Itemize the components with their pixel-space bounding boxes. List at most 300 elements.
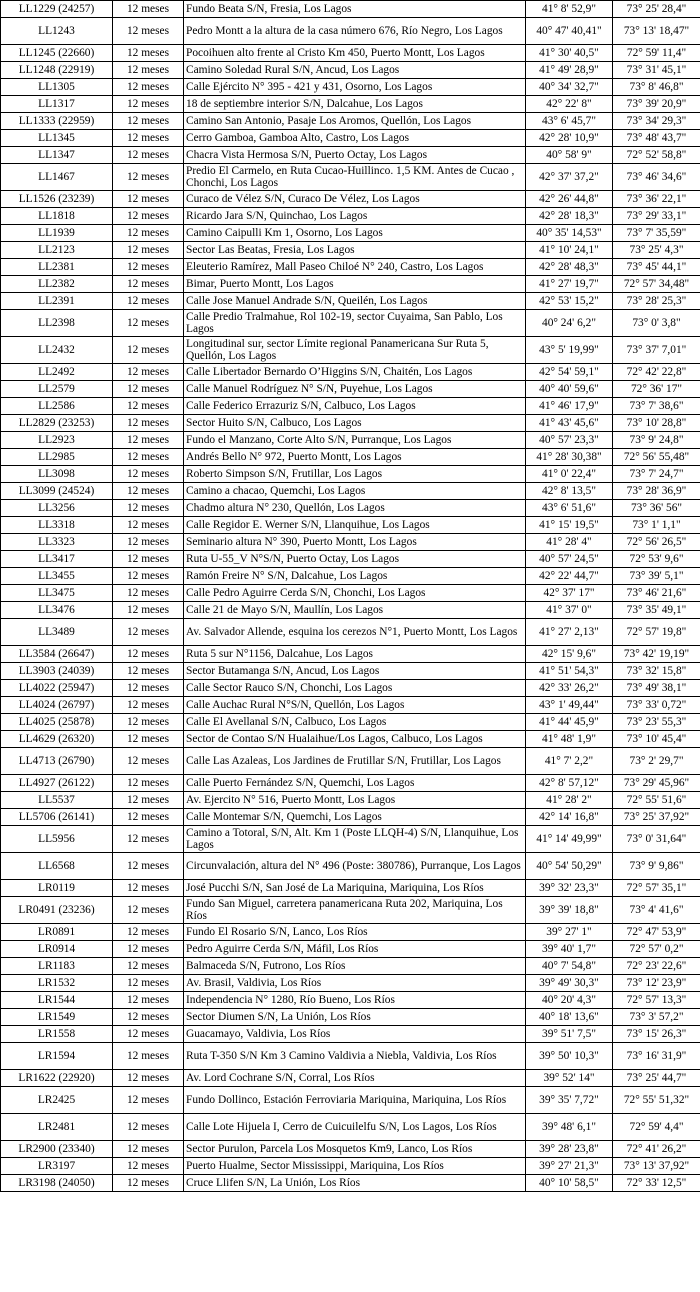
lease-period-cell: 12 meses [113,62,184,79]
site-address-cell: Calle Jose Manuel Andrade S/N, Queilén, Los Lagos [184,293,526,310]
site-code-cell: LL3475 [1,585,113,602]
site-code-cell: LL3417 [1,551,113,568]
site-code-cell: LL3323 [1,534,113,551]
table-row [1,534,700,551]
longitude-cell: 72° 57' 34,48" [613,276,700,293]
longitude-cell: 73° 7' 38,6" [613,398,700,415]
lease-period-cell: 12 meses [113,242,184,259]
site-code-cell: LL1305 [1,79,113,96]
lease-period-cell: 12 meses [113,259,184,276]
lease-period-cell: 12 meses [113,1026,184,1043]
site-code-cell: LL3318 [1,517,113,534]
site-address-cell: Calle El Avellanal S/N, Calbuco, Los Lagos [184,714,526,731]
table-row [1,1175,700,1192]
latitude-cell: 41° 46' 17,9" [526,398,613,415]
latitude-cell: 42° 28' 10,9" [526,130,613,147]
lease-period-cell: 12 meses [113,1114,184,1141]
latitude-cell: 39° 50' 10,3" [526,1043,613,1070]
site-address-cell: Sector Las Beatas, Fresia, Los Lagos [184,242,526,259]
site-address-cell: Pocoihuen alto frente al Cristo Km 450, Puerto Montt, Los Lagos [184,45,526,62]
latitude-cell: 42° 37' 37,2" [526,164,613,191]
table-row [1,483,700,500]
longitude-cell: 73° 25' 44,7" [613,1070,700,1087]
latitude-cell: 42° 8' 13,5" [526,483,613,500]
site-code-cell: LL1243 [1,18,113,45]
site-code-cell: LL3584 (26647) [1,646,113,663]
latitude-cell: 41° 7' 2,2" [526,748,613,775]
latitude-cell: 41° 8' 52,9" [526,1,613,18]
site-code-cell: LR0891 [1,924,113,941]
table-row [1,1009,700,1026]
latitude-cell: 42° 22' 8" [526,96,613,113]
latitude-cell: 42° 53' 15,2" [526,293,613,310]
site-address-cell: Ramón Freire N° S/N, Dalcahue, Los Lagos [184,568,526,585]
latitude-cell: 41° 28' 30,38" [526,449,613,466]
table-row [1,45,700,62]
latitude-cell: 39° 27' 21,3" [526,1158,613,1175]
site-address-cell: Eleuterio Ramírez, Mall Paseo Chiloé N° 240, Castro, Los Lagos [184,259,526,276]
longitude-cell: 73° 42' 19,19" [613,646,700,663]
lease-period-cell: 12 meses [113,1,184,18]
longitude-cell: 73° 36' 56" [613,500,700,517]
table-row [1,619,700,646]
site-code-cell: LR2900 (23340) [1,1141,113,1158]
longitude-cell: 73° 29' 33,1" [613,208,700,225]
lease-period-cell: 12 meses [113,958,184,975]
lease-period-cell: 12 meses [113,225,184,242]
site-address-cell: Predio El Carmelo, en Ruta Cucao-Huillinco. 1,5 KM. Antes de Cucao , Chonchi, Los Lagos [184,164,526,191]
lease-period-cell: 12 meses [113,1043,184,1070]
site-address-cell: Pedro Montt a la altura de la casa número 676, Río Negro, Los Lagos [184,18,526,45]
site-code-cell: LL4022 (25947) [1,680,113,697]
site-code-cell: LL3489 [1,619,113,646]
longitude-cell: 72° 41' 26,2" [613,1141,700,1158]
table-row [1,259,700,276]
latitude-cell: 41° 28' 2" [526,792,613,809]
lease-period-cell: 12 meses [113,449,184,466]
latitude-cell: 42° 28' 18,3" [526,208,613,225]
lease-period-cell: 12 meses [113,680,184,697]
longitude-cell: 73° 16' 31,9" [613,1043,700,1070]
site-address-cell: Pedro Aguirre Cerda S/N, Máfil, Los Ríos [184,941,526,958]
table-row [1,500,700,517]
latitude-cell: 42° 14' 16,8" [526,809,613,826]
lease-period-cell: 12 meses [113,941,184,958]
site-code-cell: LL3099 (24524) [1,483,113,500]
longitude-cell: 72° 59' 4,4" [613,1114,700,1141]
lease-period-cell: 12 meses [113,500,184,517]
site-code-cell: LR0491 (23236) [1,897,113,924]
site-code-cell: LL1345 [1,130,113,147]
longitude-cell: 73° 9' 9,86" [613,853,700,880]
longitude-cell: 73° 46' 21,6" [613,585,700,602]
site-address-cell: Calle 21 de Mayo S/N, Maullín, Los Lagos [184,602,526,619]
lease-period-cell: 12 meses [113,208,184,225]
latitude-cell: 43° 6' 45,7" [526,113,613,130]
site-code-cell: LR1544 [1,992,113,1009]
table-row [1,941,700,958]
site-address-cell: Sector de Contao S/N Hualaihue/Los Lagos, Calbuco, Los Lagos [184,731,526,748]
table-row [1,1114,700,1141]
site-code-cell: LR0914 [1,941,113,958]
site-code-cell: LL4713 (26790) [1,748,113,775]
latitude-cell: 43° 6' 51,6" [526,500,613,517]
lease-period-cell: 12 meses [113,880,184,897]
site-code-cell: LR3197 [1,1158,113,1175]
latitude-cell: 41° 27' 2,13" [526,619,613,646]
table-row [1,1070,700,1087]
site-code-cell: LL4629 (26320) [1,731,113,748]
longitude-cell: 72° 52' 58,8" [613,147,700,164]
site-address-cell: Calle Predio Tralmahue, Rol 102-19, sector Cuyaima, San Pablo, Los Lagos [184,310,526,337]
site-code-cell: LL2923 [1,432,113,449]
site-code-cell: LL2381 [1,259,113,276]
lease-period-cell: 12 meses [113,731,184,748]
latitude-cell: 41° 27' 19,7" [526,276,613,293]
longitude-cell: 73° 0' 31,64" [613,826,700,853]
longitude-cell: 73° 33' 0,72" [613,697,700,714]
latitude-cell: 42° 8' 57,12" [526,775,613,792]
latitude-cell: 43° 5' 19,99" [526,337,613,364]
latitude-cell: 41° 30' 40,5" [526,45,613,62]
latitude-cell: 40° 58' 9" [526,147,613,164]
longitude-cell: 73° 7' 24,7" [613,466,700,483]
latitude-cell: 41° 43' 45,6" [526,415,613,432]
latitude-cell: 39° 35' 7,72" [526,1087,613,1114]
longitude-cell: 73° 25' 4,3" [613,242,700,259]
lease-period-cell: 12 meses [113,748,184,775]
site-address-cell: Camino San Antonio, Pasaje Los Aromos, Quellón, Los Lagos [184,113,526,130]
table-row [1,96,700,113]
lease-period-cell: 12 meses [113,96,184,113]
latitude-cell: 39° 27' 1" [526,924,613,941]
lease-period-cell: 12 meses [113,164,184,191]
site-address-cell: Fundo Dollinco, Estación Ferroviaria Mariquina, Mariquina, Los Ríos [184,1087,526,1114]
latitude-cell: 42° 22' 44,7" [526,568,613,585]
table-row [1,680,700,697]
longitude-cell: 73° 9' 24,8" [613,432,700,449]
longitude-cell: 73° 13' 37,92" [613,1158,700,1175]
site-code-cell: LL1939 [1,225,113,242]
latitude-cell: 41° 51' 54,3" [526,663,613,680]
site-code-cell: LL3098 [1,466,113,483]
site-code-cell: LL1317 [1,96,113,113]
site-address-cell: Sector Huito S/N, Calbuco, Los Lagos [184,415,526,432]
latitude-cell: 40° 34' 32,7" [526,79,613,96]
longitude-cell: 73° 49' 38,1" [613,680,700,697]
table-row [1,1087,700,1114]
latitude-cell: 43° 1' 49,44" [526,697,613,714]
latitude-cell: 39° 51' 7,5" [526,1026,613,1043]
latitude-cell: 40° 18' 13,6" [526,1009,613,1026]
sites-table-body [1,1,700,1192]
site-address-cell: Bimar, Puerto Montt, Los Lagos [184,276,526,293]
site-code-cell: LR2481 [1,1114,113,1141]
table-row [1,602,700,619]
lease-period-cell: 12 meses [113,714,184,731]
longitude-cell: 73° 35' 49,1" [613,602,700,619]
site-address-cell: Independencia N° 1280, Río Bueno, Los Ríos [184,992,526,1009]
site-address-cell: Calle Puerto Fernández S/N, Quemchi, Los Lagos [184,775,526,792]
lease-period-cell: 12 meses [113,897,184,924]
table-row [1,748,700,775]
table-row [1,1043,700,1070]
table-row [1,113,700,130]
site-address-cell: Sector Butamanga S/N, Ancud, Los Lagos [184,663,526,680]
site-address-cell: Fundo El Rosario S/N, Lanco, Los Ríos [184,924,526,941]
lease-period-cell: 12 meses [113,697,184,714]
longitude-cell: 73° 39' 20,9" [613,96,700,113]
site-code-cell: LL3903 (24039) [1,663,113,680]
table-row [1,276,700,293]
table-row [1,191,700,208]
table-row [1,551,700,568]
site-code-cell: LL3476 [1,602,113,619]
longitude-cell: 73° 2' 29,7" [613,748,700,775]
longitude-cell: 73° 25' 28,4" [613,1,700,18]
longitude-cell: 72° 55' 51,32" [613,1087,700,1114]
site-code-cell: LR1532 [1,975,113,992]
table-row [1,792,700,809]
lease-period-cell: 12 meses [113,992,184,1009]
longitude-cell: 73° 31' 45,1" [613,62,700,79]
table-row [1,697,700,714]
latitude-cell: 40° 40' 59,6" [526,381,613,398]
site-address-cell: Cruce Llifen S/N, La Unión, Los Ríos [184,1175,526,1192]
site-code-cell: LR1622 (22920) [1,1070,113,1087]
table-row [1,809,700,826]
longitude-cell: 73° 28' 25,3" [613,293,700,310]
table-row [1,1141,700,1158]
lease-period-cell: 12 meses [113,602,184,619]
site-code-cell: LL2829 (23253) [1,415,113,432]
table-row [1,337,700,364]
table-row [1,714,700,731]
site-code-cell: LL5956 [1,826,113,853]
site-address-cell: Camino a Totoral, S/N, Alt. Km 1 (Poste LLQH-4) S/N, Llanquihue, Los Lagos [184,826,526,853]
latitude-cell: 41° 48' 1,9" [526,731,613,748]
site-address-cell: Roberto Simpson S/N, Frutillar, Los Lagos [184,466,526,483]
lease-period-cell: 12 meses [113,568,184,585]
site-code-cell: LL5537 [1,792,113,809]
lease-period-cell: 12 meses [113,975,184,992]
latitude-cell: 39° 39' 18,8" [526,897,613,924]
longitude-cell: 72° 47' 53,9" [613,924,700,941]
table-row [1,924,700,941]
site-code-cell: LL4024 (26797) [1,697,113,714]
site-address-cell: Longitudinal sur, sector Límite regional Panamericana Sur Ruta 5, Quellón, Los Lagos [184,337,526,364]
table-row [1,208,700,225]
site-code-cell: LR1594 [1,1043,113,1070]
table-row [1,880,700,897]
site-code-cell: LR1549 [1,1009,113,1026]
site-code-cell: LL2586 [1,398,113,415]
lease-period-cell: 12 meses [113,792,184,809]
site-address-cell: Guacamayo, Valdivia, Los Ríos [184,1026,526,1043]
latitude-cell: 40° 35' 14,53" [526,225,613,242]
site-code-cell: LL1526 (23239) [1,191,113,208]
site-code-cell: LR1558 [1,1026,113,1043]
longitude-cell: 72° 53' 9,6" [613,551,700,568]
lease-period-cell: 12 meses [113,551,184,568]
table-row [1,449,700,466]
table-row [1,310,700,337]
longitude-cell: 73° 48' 43,7" [613,130,700,147]
longitude-cell: 72° 36' 17" [613,381,700,398]
site-address-cell: Calle Pedro Aguirre Cerda S/N, Chonchi, Los Lagos [184,585,526,602]
table-row [1,568,700,585]
lease-period-cell: 12 meses [113,337,184,364]
latitude-cell: 42° 26' 44,8" [526,191,613,208]
table-row [1,775,700,792]
site-address-cell: Calle Ejército N° 395 - 421 y 431, Osorno, Los Lagos [184,79,526,96]
table-row [1,958,700,975]
site-address-cell: Calle Las Azaleas, Los Jardines de Frutillar S/N, Frutillar, Los Lagos [184,748,526,775]
site-code-cell: LL2382 [1,276,113,293]
table-row [1,517,700,534]
lease-period-cell: 12 meses [113,826,184,853]
table-row [1,663,700,680]
table-row [1,1158,700,1175]
site-address-cell: Av. Salvador Allende, esquina los cerezos N°1, Puerto Montt, Los Lagos [184,619,526,646]
lease-period-cell: 12 meses [113,381,184,398]
lease-period-cell: 12 meses [113,585,184,602]
site-address-cell: Calle Auchac Rural N°S/N, Quellón, Los Lagos [184,697,526,714]
site-address-cell: José Pucchi S/N, San José de La Mariquina, Mariquina, Los Ríos [184,880,526,897]
longitude-cell: 73° 3' 57,2" [613,1009,700,1026]
site-code-cell: LL1347 [1,147,113,164]
lease-period-cell: 12 meses [113,130,184,147]
longitude-cell: 72° 57' 19,8" [613,619,700,646]
latitude-cell: 39° 52' 14" [526,1070,613,1087]
lease-period-cell: 12 meses [113,432,184,449]
table-row [1,897,700,924]
longitude-cell: 73° 8' 46,8" [613,79,700,96]
table-row [1,79,700,96]
lease-period-cell: 12 meses [113,1070,184,1087]
longitude-cell: 72° 23' 22,6" [613,958,700,975]
site-code-cell: LL1229 (24257) [1,1,113,18]
site-code-cell: LL1333 (22959) [1,113,113,130]
longitude-cell: 73° 36' 22,1" [613,191,700,208]
site-address-cell: Puerto Hualme, Sector Mississippi, Mariquina, Los Ríos [184,1158,526,1175]
longitude-cell: 72° 56' 55,48" [613,449,700,466]
site-address-cell: Calle Regidor E. Werner S/N, Llanquihue, Los Lagos [184,517,526,534]
lease-period-cell: 12 meses [113,147,184,164]
site-code-cell: LL3455 [1,568,113,585]
site-code-cell: LL2123 [1,242,113,259]
lease-period-cell: 12 meses [113,646,184,663]
longitude-cell: 73° 7' 35,59" [613,225,700,242]
lease-period-cell: 12 meses [113,398,184,415]
table-row [1,975,700,992]
site-address-cell: Calle Sector Rauco S/N, Chonchi, Los Lagos [184,680,526,697]
site-address-cell: Av. Brasil, Valdivia, Los Ríos [184,975,526,992]
table-row [1,992,700,1009]
latitude-cell: 41° 49' 28,9" [526,62,613,79]
site-address-cell: Calle Manuel Rodríguez N° S/N, Puyehue, Los Lagos [184,381,526,398]
latitude-cell: 42° 54' 59,1" [526,364,613,381]
site-address-cell: Cerro Gamboa, Gamboa Alto, Castro, Los Lagos [184,130,526,147]
longitude-cell: 73° 1' 1,1" [613,517,700,534]
site-address-cell: Camino Caipulli Km 1, Osorno, Los Lagos [184,225,526,242]
latitude-cell: 40° 54' 50,29" [526,853,613,880]
site-address-cell: 18 de septiembre interior S/N, Dalcahue, Los Lagos [184,96,526,113]
site-code-cell: LL4025 (25878) [1,714,113,731]
site-address-cell: Fundo Beata S/N, Fresia, Los Lagos [184,1,526,18]
longitude-cell: 73° 29' 45,96" [613,775,700,792]
longitude-cell: 73° 39' 5,1" [613,568,700,585]
longitude-cell: 73° 23' 55,3" [613,714,700,731]
table-row [1,18,700,45]
site-code-cell: LL3256 [1,500,113,517]
site-code-cell: LL1467 [1,164,113,191]
lease-period-cell: 12 meses [113,534,184,551]
latitude-cell: 42° 37' 17" [526,585,613,602]
site-code-cell: LR1183 [1,958,113,975]
table-row [1,646,700,663]
table-row [1,853,700,880]
latitude-cell: 40° 10' 58,5" [526,1175,613,1192]
longitude-cell: 73° 32' 15,8" [613,663,700,680]
longitude-cell: 73° 28' 36,9" [613,483,700,500]
longitude-cell: 72° 33' 12,5" [613,1175,700,1192]
site-address-cell: Seminario altura N° 390, Puerto Montt, Los Lagos [184,534,526,551]
site-code-cell: LL5706 (26141) [1,809,113,826]
lease-period-cell: 12 meses [113,663,184,680]
longitude-cell: 73° 37' 7,01" [613,337,700,364]
lease-period-cell: 12 meses [113,18,184,45]
site-address-cell: Ruta U-55_V N°S/N, Puerto Octay, Los Lagos [184,551,526,568]
site-code-cell: LL2579 [1,381,113,398]
site-code-cell: LL4927 (26122) [1,775,113,792]
table-row [1,1,700,18]
lease-period-cell: 12 meses [113,1141,184,1158]
latitude-cell: 39° 32' 23,3" [526,880,613,897]
site-code-cell: LL1248 (22919) [1,62,113,79]
latitude-cell: 40° 24' 6,2" [526,310,613,337]
lease-period-cell: 12 meses [113,113,184,130]
site-code-cell: LL1818 [1,208,113,225]
latitude-cell: 41° 37' 0" [526,602,613,619]
table-row [1,731,700,748]
latitude-cell: 39° 48' 6,1" [526,1114,613,1141]
table-row [1,432,700,449]
site-address-cell: Ricardo Jara S/N, Quinchao, Los Lagos [184,208,526,225]
lease-period-cell: 12 meses [113,293,184,310]
table-row [1,225,700,242]
longitude-cell: 72° 57' 13,3" [613,992,700,1009]
site-address-cell: Balmaceda S/N, Futrono, Los Ríos [184,958,526,975]
latitude-cell: 39° 40' 1,7" [526,941,613,958]
table-row [1,585,700,602]
lease-period-cell: 12 meses [113,483,184,500]
table-row [1,826,700,853]
lease-period-cell: 12 meses [113,276,184,293]
latitude-cell: 40° 57' 23,3" [526,432,613,449]
table-row [1,242,700,259]
latitude-cell: 41° 44' 45,9" [526,714,613,731]
longitude-cell: 73° 25' 37,92" [613,809,700,826]
site-address-cell: Calle Federico Errazuriz S/N, Calbuco, Los Lagos [184,398,526,415]
lease-period-cell: 12 meses [113,1009,184,1026]
latitude-cell: 40° 57' 24,5" [526,551,613,568]
lease-period-cell: 12 meses [113,619,184,646]
longitude-cell: 73° 46' 34,6" [613,164,700,191]
latitude-cell: 41° 0' 22,4" [526,466,613,483]
table-row [1,164,700,191]
site-address-cell: Circunvalación, altura del N° 496 (Poste: 380786), Purranque, Los Lagos [184,853,526,880]
